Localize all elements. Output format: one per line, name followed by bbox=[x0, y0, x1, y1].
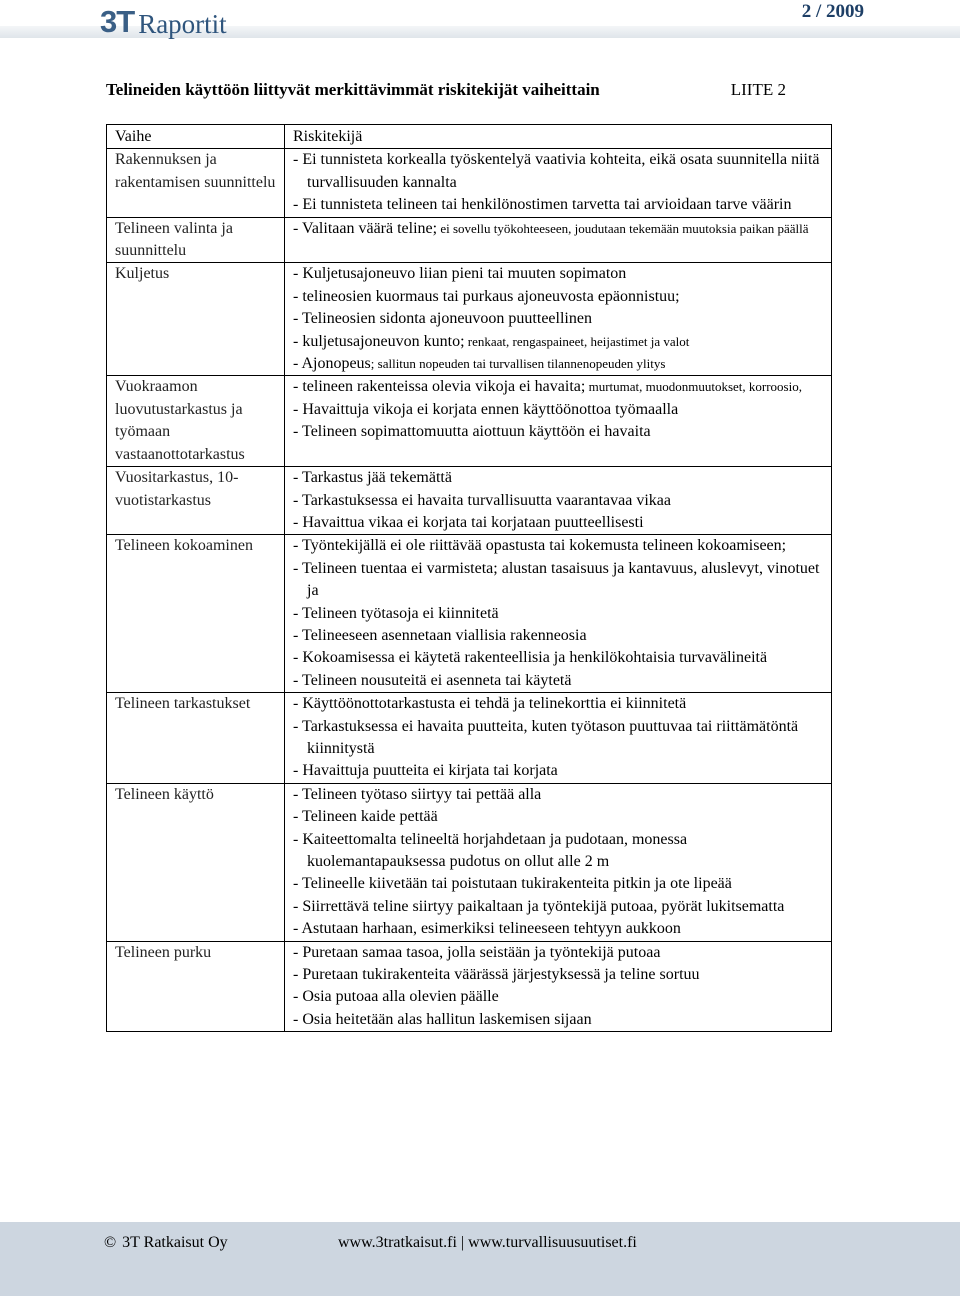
risk-text: - Telineen kaide pettää bbox=[293, 808, 438, 826]
phase-cell: Telineen purku bbox=[107, 941, 285, 1032]
risk-list bbox=[293, 693, 827, 783]
table-body bbox=[107, 149, 832, 1032]
risk-text: - Kuljetusajoneuvo liian pieni tai muuten sopimaton bbox=[293, 265, 627, 283]
risk-text: - Puretaan samaa tasoa, jolla seistään ja työntekijä putoaa bbox=[293, 943, 661, 961]
phase-cell: Telineen tarkastukset bbox=[107, 693, 285, 784]
risk-item bbox=[293, 308, 827, 330]
risk-item bbox=[293, 806, 827, 828]
risk-item bbox=[293, 149, 827, 194]
phase-cell: Kuljetus bbox=[107, 263, 285, 376]
risk-item bbox=[293, 964, 827, 986]
risk-list bbox=[293, 784, 827, 941]
risk-text: - Telineelle kiivetään tai poistutaan tukirakenteita pitkin ja ote lipeää bbox=[293, 875, 732, 893]
risk-list bbox=[293, 218, 827, 240]
risk-text: - Osia putoaa alla olevien päälle bbox=[293, 988, 499, 1006]
table-header-row bbox=[107, 125, 832, 149]
risk-item bbox=[293, 353, 827, 375]
company-name: 3T Ratkaisut Oy bbox=[122, 1234, 228, 1251]
risk-text: - Puretaan tukirakenteita väärässä järjestyksessä ja teline sortuu bbox=[293, 966, 700, 984]
risk-text: - Ajonopeus bbox=[293, 355, 371, 373]
risk-text: - Telineen sopimattomuutta aiottuun käyttöön ei havaita bbox=[293, 423, 651, 441]
risk-item bbox=[293, 421, 827, 443]
risk-item bbox=[293, 512, 827, 534]
logo-word: Raportit bbox=[138, 9, 227, 39]
risk-item bbox=[293, 896, 827, 918]
risk-item bbox=[293, 399, 827, 421]
risk-item bbox=[293, 218, 827, 240]
risk-item bbox=[293, 376, 827, 398]
risk-item bbox=[293, 716, 827, 761]
appendix-label: LIITE 2 bbox=[730, 80, 786, 99]
logo-number: 3T bbox=[100, 4, 135, 39]
risk-text: - Tarkastuksessa ei havaita turvallisuutta vaarantavaa vikaa bbox=[293, 491, 671, 509]
copyright-icon: © bbox=[104, 1234, 117, 1251]
table-row bbox=[107, 783, 832, 941]
risk-item bbox=[293, 1009, 827, 1031]
column-header-risks: Riskitekijä bbox=[285, 125, 832, 149]
risk-text: - Tarkastuksessa ei havaita puutteita, kuten työtason puuttuvaa tai riittämätöntä kiinnitystä bbox=[293, 717, 799, 757]
risk-item bbox=[293, 331, 827, 353]
risk-text: - Telineeseen asennetaan viallisia rakenneosia bbox=[293, 626, 587, 644]
risk-text: - Havaittuja puutteita ei kirjata tai korjata bbox=[293, 762, 558, 780]
risk-list bbox=[293, 942, 827, 1032]
risk-item bbox=[293, 263, 827, 285]
phase-cell: Rakennuksen ja rakentamisen suunnittelu bbox=[107, 149, 285, 217]
risk-list bbox=[293, 467, 827, 534]
risk-item bbox=[293, 558, 827, 603]
risk-item bbox=[293, 873, 827, 895]
risk-item bbox=[293, 467, 827, 489]
risk-text: - Valitaan väärä teline; bbox=[293, 219, 438, 237]
risk-text: - Astutaan harhaan, esimerkiksi telineeseen tehtyyn aukkoon bbox=[293, 920, 681, 938]
table-row bbox=[107, 217, 832, 263]
risk-item bbox=[293, 490, 827, 512]
risks-cell bbox=[285, 263, 832, 376]
risk-text: - telineosien kuormaus tai purkaus ajoneuvosta epäonnistuu; bbox=[293, 287, 680, 305]
table-row bbox=[107, 467, 832, 535]
risk-text: - Kokoamisessa ei käytetä rakenteellisia ja henkilökohtaisia turvavälineitä bbox=[293, 649, 768, 667]
risk-text: - Kaiteettomalta telineeltä horjahdetaan ja pudotaan, monessa kuolemantapauksessa pudotus on ollut alle 2 m bbox=[293, 830, 688, 870]
document-title bbox=[106, 80, 786, 104]
page-footer bbox=[0, 1222, 960, 1296]
risks-cell bbox=[285, 941, 832, 1032]
risk-item bbox=[293, 194, 827, 216]
risks-cell bbox=[285, 376, 832, 467]
risk-list bbox=[293, 149, 827, 216]
risk-item bbox=[293, 603, 827, 625]
risk-item bbox=[293, 670, 827, 692]
table-row bbox=[107, 376, 832, 467]
risk-item bbox=[293, 693, 827, 715]
logo bbox=[100, 0, 227, 40]
risk-item bbox=[293, 942, 827, 964]
risk-item bbox=[293, 535, 827, 557]
column-header-phase: Vaihe bbox=[107, 125, 285, 149]
risk-text: - Osia heitetään alas hallitun laskemisen sijaan bbox=[293, 1010, 592, 1028]
risk-text: - telineen rakenteissa olevia vikoja ei havaita; bbox=[293, 378, 586, 396]
risk-text: - Siirrettävä teline siirtyy paikaltaan ja työntekijä putoaa, pyörät lukitsematta bbox=[293, 897, 785, 915]
risk-item bbox=[293, 647, 827, 669]
risk-text: - Telineen työtaso siirtyy tai pettää alla bbox=[293, 785, 542, 803]
risks-cell bbox=[285, 217, 832, 263]
table-row bbox=[107, 693, 832, 784]
risk-text: - Havaittuja vikoja ei korjata ennen käyttöönottoa työmaalla bbox=[293, 400, 679, 418]
risk-text: - Telineen työtasoja ei kiinnitetä bbox=[293, 604, 499, 622]
risk-table bbox=[106, 124, 832, 1032]
risk-item bbox=[293, 625, 827, 647]
risk-text: - Telineen nousuteitä ei asenneta tai käytetä bbox=[293, 671, 572, 689]
phase-cell: Telineen valinta ja suunnittelu bbox=[107, 217, 285, 263]
risk-item bbox=[293, 760, 827, 782]
risk-item bbox=[293, 286, 827, 308]
title-text: Telineiden käyttöön liittyvät merkittävimmät riskitekijät vaiheittain bbox=[106, 80, 600, 99]
table-row bbox=[107, 263, 832, 376]
risk-list bbox=[293, 535, 827, 692]
risk-list bbox=[293, 263, 827, 375]
risk-item bbox=[293, 986, 827, 1008]
risk-text: - Käyttöönottotarkastusta ei tehdä ja telinekorttia ei kiinnitetä bbox=[293, 695, 687, 713]
table-row bbox=[107, 535, 832, 693]
risk-detail: ; sallitun nopeuden tai turvallisen tilannenopeuden ylitys bbox=[370, 356, 666, 372]
risk-item bbox=[293, 918, 827, 940]
page-number: 2 / 2009 bbox=[801, 1, 864, 22]
risk-text: - Työntekijällä ei ole riittävää opastusta tai kokemusta telineen kokoamiseen; bbox=[293, 537, 787, 555]
phase-cell: Telineen kokoaminen bbox=[107, 535, 285, 693]
risk-detail: renkaat, rengaspaineet, heijastimet ja valot bbox=[464, 333, 690, 349]
risk-text: - Ei tunnisteta telineen tai henkilönostimen tarvetta tai arvioidaan tarve väärin bbox=[293, 196, 792, 214]
risks-cell bbox=[285, 149, 832, 217]
table-row bbox=[107, 941, 832, 1032]
table-row bbox=[107, 149, 832, 217]
risk-detail: murtumat, muodonmuutokset, korroosio, bbox=[585, 379, 802, 395]
risk-item bbox=[293, 829, 827, 874]
risk-text: - kuljetusajoneuvon kunto; bbox=[293, 332, 465, 350]
footer-company bbox=[104, 1234, 228, 1252]
risk-text: - Havaittua vikaa ei korjata tai korjataan puutteellisesti bbox=[293, 513, 644, 531]
risks-cell bbox=[285, 693, 832, 784]
risks-cell bbox=[285, 783, 832, 941]
risk-text: - Tarkastus jää tekemättä bbox=[293, 469, 452, 487]
risk-text: - Telineosien sidonta ajoneuvoon puutteellinen bbox=[293, 310, 592, 328]
risk-detail: ei sovellu työkohteeseen, joudutaan tekemään muutoksia paikan päällä bbox=[437, 220, 809, 236]
phase-cell: Vuositarkastus, 10-vuotistarkastus bbox=[107, 467, 285, 535]
risk-text: - Telineen tuentaa ei varmisteta; alustan tasaisuus ja kantavuus, aluslevyt, vinotuet ja bbox=[293, 559, 820, 600]
phase-cell: Vuokraamon luovutustarkastus ja työmaan vastaanottotarkastus bbox=[107, 376, 285, 467]
risk-list bbox=[293, 376, 827, 443]
risks-cell bbox=[285, 535, 832, 693]
risk-item bbox=[293, 784, 827, 806]
risks-cell bbox=[285, 467, 832, 535]
page-header bbox=[0, 0, 960, 46]
phase-cell: Telineen käyttö bbox=[107, 783, 285, 941]
risk-text: - Ei tunnisteta korkealla työskentelyä vaativia kohteita, eikä osata suunnitella niitä turvallisuuden kannalta bbox=[293, 151, 820, 191]
footer-links: www.3tratkaisut.fi | www.turvallisuusuutiset.fi bbox=[338, 1234, 637, 1251]
